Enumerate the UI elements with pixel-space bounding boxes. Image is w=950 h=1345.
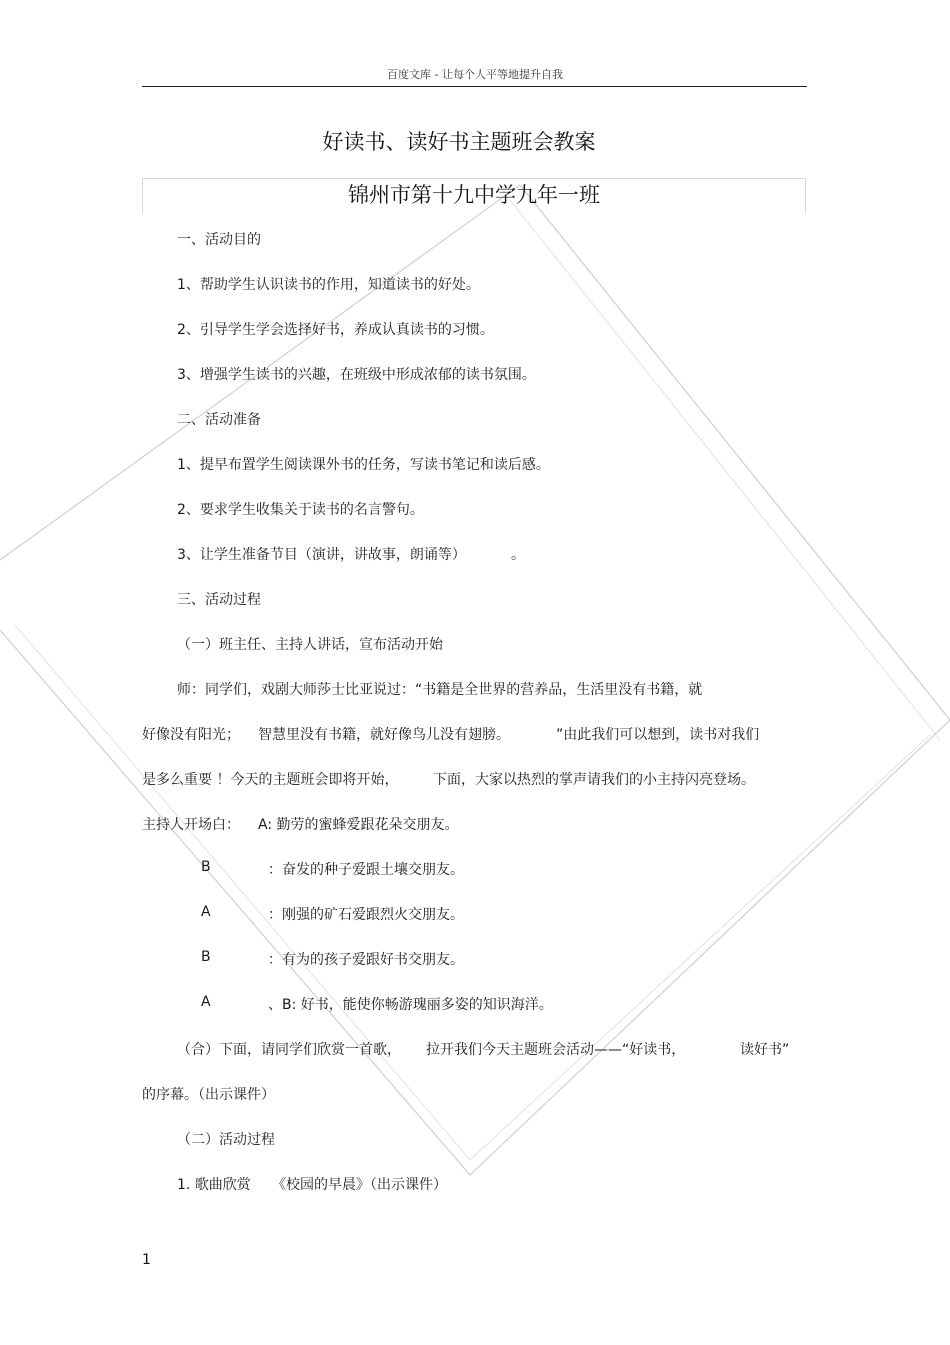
body-line: 的序幕。（出示课件）	[142, 1087, 275, 1103]
speaker-label: B	[201, 949, 211, 965]
body-line: 下面，大家以热烈的掌声请我们的小主持闪亮登场。	[433, 772, 755, 788]
body-line: （合）下面，请同学们欣赏一首歌，	[177, 1042, 401, 1058]
sub-heading: （一）班主任、主持人讲话，宣布活动开始	[177, 637, 443, 653]
sub-heading: （二）活动过程	[177, 1132, 275, 1148]
section-heading: 一、活动目的	[177, 232, 261, 248]
body-line: 3、让学生准备节目（演讲，讲故事，朗诵等）	[177, 547, 466, 563]
section-heading: 二、活动准备	[177, 412, 261, 428]
body-line: 主持人开场白：	[142, 817, 240, 833]
body-line: 是多么重要 ！今天的主题班会即将开始，	[142, 772, 399, 788]
body-line: 2、引导学生学会选择好书，养成认真读书的习惯。	[177, 322, 494, 338]
header-divider	[142, 86, 807, 87]
school-name: 锦州市第十九中学九年一班	[348, 183, 600, 207]
body-line: A: 勤劳的蜜蜂爱跟花朵交朋友。	[258, 817, 459, 833]
body-line: 好像没有阳光；	[142, 727, 240, 743]
speaker-label: A	[201, 994, 211, 1010]
speaker-label: A	[201, 904, 211, 920]
body-line: ：刚强的矿石爱跟烈火交朋友。	[268, 907, 464, 923]
body-line: 。	[511, 547, 525, 563]
body-line: 、B: 好书，能使你畅游瑰丽多姿的知识海洋。	[268, 997, 553, 1013]
page-header: 百度文库 - 让每个人平等地提升自我	[387, 68, 563, 81]
speaker-label: B	[201, 859, 211, 875]
body-line: 拉开我们今天主题班会活动——“好读书，	[426, 1042, 686, 1058]
body-line: ”由此我们可以想到，读书对我们	[556, 727, 760, 743]
body-line: 1. 歌曲欣赏	[177, 1177, 251, 1193]
body-line: ：奋发的种子爱跟土壤交朋友。	[268, 862, 464, 878]
body-line: 1、提早布置学生阅读课外书的任务，写读书笔记和读后感。	[177, 457, 550, 473]
page-number: 1	[142, 1252, 151, 1268]
body-line: 2、要求学生收集关于读书的名言警句。	[177, 502, 424, 518]
body-line: 师：同学们，戏剧大师莎士比亚说过：“书籍是全世界的营养品，生活里没有书籍，就	[177, 682, 703, 698]
section-heading: 三、活动过程	[177, 592, 261, 608]
body-line: 3、增强学生读书的兴趣，在班级中形成浓郁的读书氛围。	[177, 367, 536, 383]
document-title: 好读书、读好书主题班会教案	[322, 130, 596, 154]
body-line: 读好书”	[740, 1042, 790, 1058]
body-line: ：有为的孩子爱跟好书交朋友。	[268, 952, 464, 968]
body-line: 1、帮助学生认识读书的作用，知道读书的好处。	[177, 277, 480, 293]
body-line: 《校园的早晨》（出示课件）	[272, 1177, 447, 1193]
body-line: 智慧里没有书籍，就好像鸟儿没有翅膀。	[258, 727, 510, 743]
